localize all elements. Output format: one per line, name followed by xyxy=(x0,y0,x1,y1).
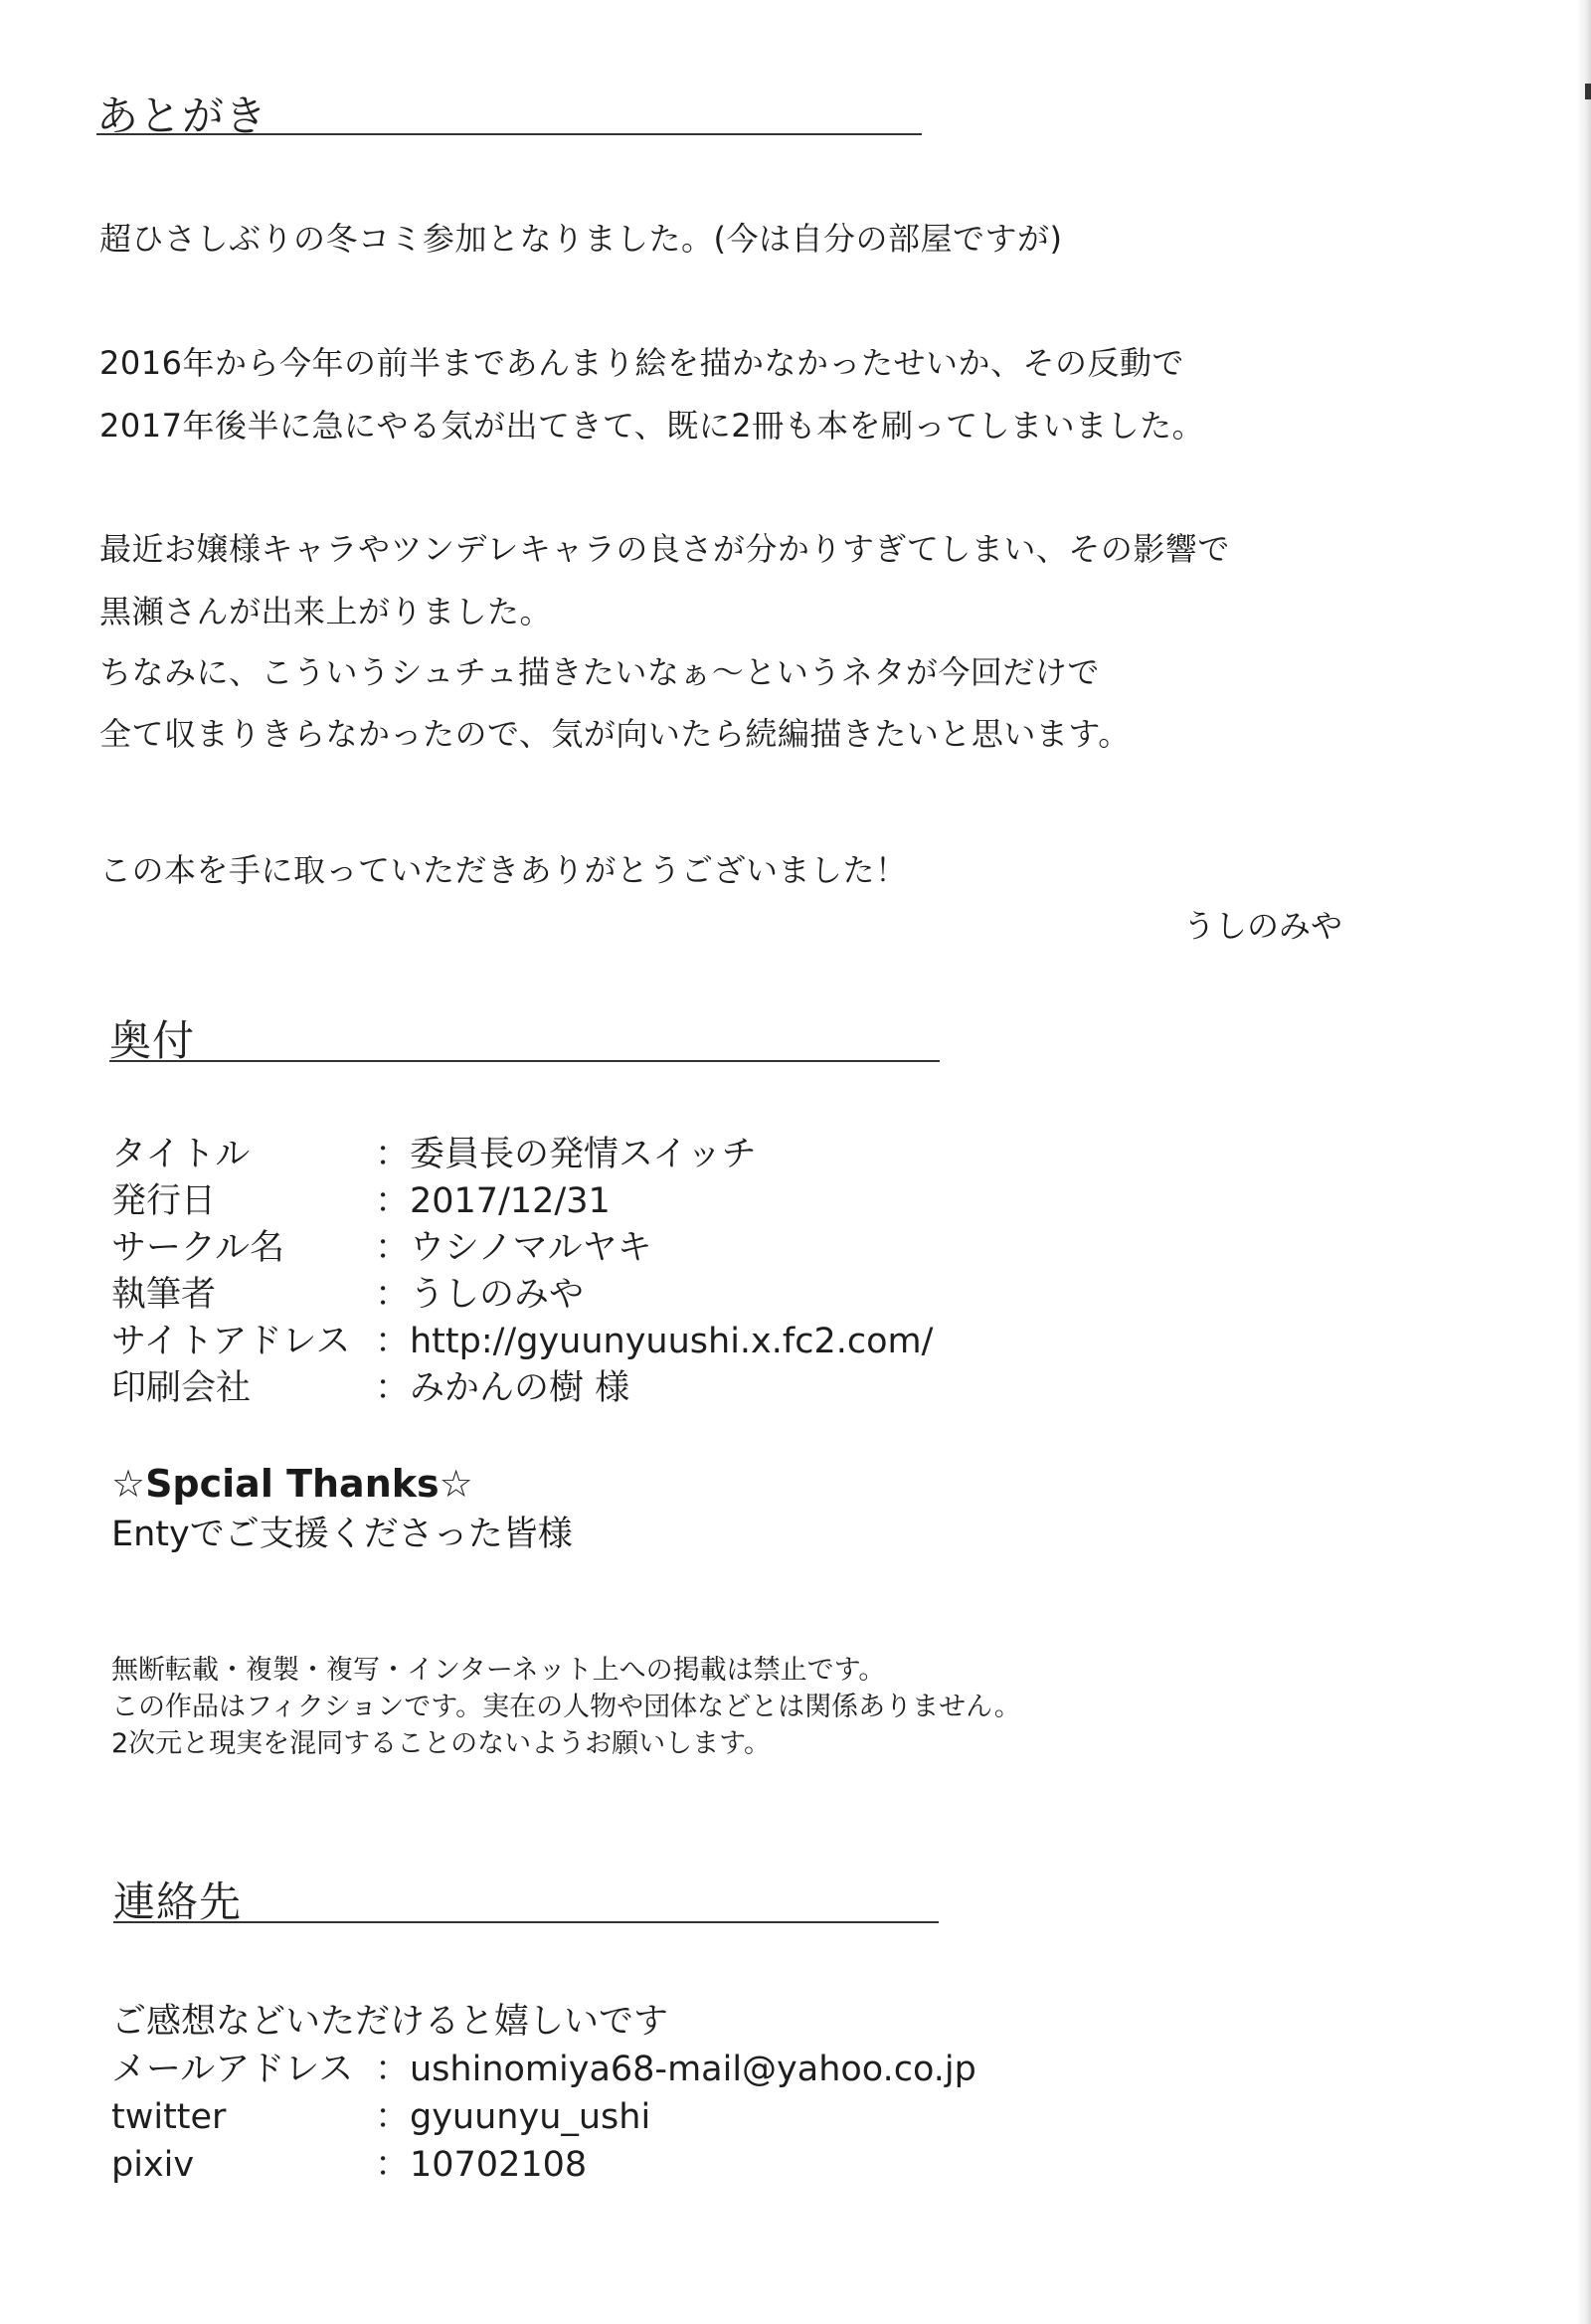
contact-label: メールアドレス xyxy=(111,2050,354,2089)
colophon-heading: 奥付 xyxy=(109,1016,196,1065)
colophon-value: ：ウシノマルヤキ xyxy=(375,1228,652,1268)
colophon-value: ：みかんの樹 様 xyxy=(375,1368,630,1408)
contact-value: ：gyuunyu_ushi xyxy=(375,2097,651,2137)
afterword-paragraph: 黒瀬さんが出来上がりました。 xyxy=(99,593,553,630)
contact-value: ：10702108 xyxy=(375,2145,588,2185)
contact-row-pixiv xyxy=(111,2142,1006,2188)
colophon-row-printer xyxy=(111,1365,1006,1411)
notice-line: この作品はフィクションです。実在の人物や団体などとは関係ありません。 xyxy=(111,1692,1021,1722)
contact-label: twitter xyxy=(111,2097,227,2137)
afterword-paragraph: 2017年後半に急にやる気が出てきて、既に2冊も本を刷ってしまいました。 xyxy=(99,407,1205,445)
colophon-row-circle xyxy=(111,1225,1006,1271)
colophon-label: 執筆者 xyxy=(111,1275,217,1315)
special-thanks-title: ☆Spcial Thanks☆ xyxy=(111,1462,473,1506)
contact-intro: ご感想などいただけると嬉しいです xyxy=(111,2002,669,2042)
notice-line: 無断転載・複製・複写・インターネット上への掲載は禁止です。 xyxy=(111,1655,886,1686)
colophon-label: サークル名 xyxy=(111,1228,284,1268)
afterword-signature: うしのみや xyxy=(1182,907,1342,945)
afterword-paragraph: この本を手に取っていただきありがとうございました！ xyxy=(99,851,908,889)
contact-row-email xyxy=(111,2047,1006,2092)
colophon-value: ：委員長の発情スイッチ xyxy=(375,1135,757,1174)
colophon-label: 印刷会社 xyxy=(111,1368,252,1408)
contact-heading-rule xyxy=(113,1921,939,1923)
colophon-value: ：うしのみや xyxy=(375,1275,585,1315)
notice-line: 2次元と現実を混同することのないようお願いします。 xyxy=(111,1728,772,1759)
colophon-row-title xyxy=(111,1132,1006,1177)
afterword-paragraph: 2016年から今年の前半まであんまり絵を描かなかったせいか、その反動で xyxy=(99,344,1184,382)
afterword-paragraph: 超ひさしぶりの冬コミ参加となりました。(今は自分の部屋ですが) xyxy=(99,220,1063,258)
colophon-row-date xyxy=(111,1178,1006,1224)
contact-heading: 連絡先 xyxy=(113,1877,243,1926)
colophon-label: サイトアドレス xyxy=(111,1322,351,1361)
afterword-paragraph: ちなみに、こういうシュチュ描きたいなぁ～というネタが今回だけで xyxy=(99,653,1100,691)
colophon-value: ：2017/12/31 xyxy=(375,1181,611,1221)
colophon-label: 発行日 xyxy=(111,1181,217,1221)
afterword-heading: あとがき xyxy=(96,91,268,140)
colophon-heading-rule xyxy=(109,1060,940,1062)
colophon-value: ：http://gyuunyuushi.x.fc2.com/ xyxy=(375,1322,934,1361)
page-edge-mark xyxy=(1585,84,1591,99)
afterword-paragraph: 全て収まりきらなかったので、気が向いたら続編描きたいと思います。 xyxy=(99,715,1131,753)
contact-label: pixiv xyxy=(111,2145,195,2185)
colophon-row-site xyxy=(111,1319,1006,1364)
colophon-row-author xyxy=(111,1272,1006,1318)
afterword-heading-rule xyxy=(96,133,922,135)
contact-value: ：ushinomiya68-mail@yahoo.co.jp xyxy=(375,2050,976,2089)
contact-row-twitter xyxy=(111,2094,1006,2140)
afterword-paragraph: 最近お嬢様キャラやツンデレキャラの良さが分かりすぎてしまい、その影響で xyxy=(99,530,1230,568)
colophon-label: タイトル xyxy=(111,1135,251,1174)
special-thanks-body: Entyでご支援くださった皆様 xyxy=(111,1515,573,1554)
page-edge xyxy=(1577,0,1591,2324)
